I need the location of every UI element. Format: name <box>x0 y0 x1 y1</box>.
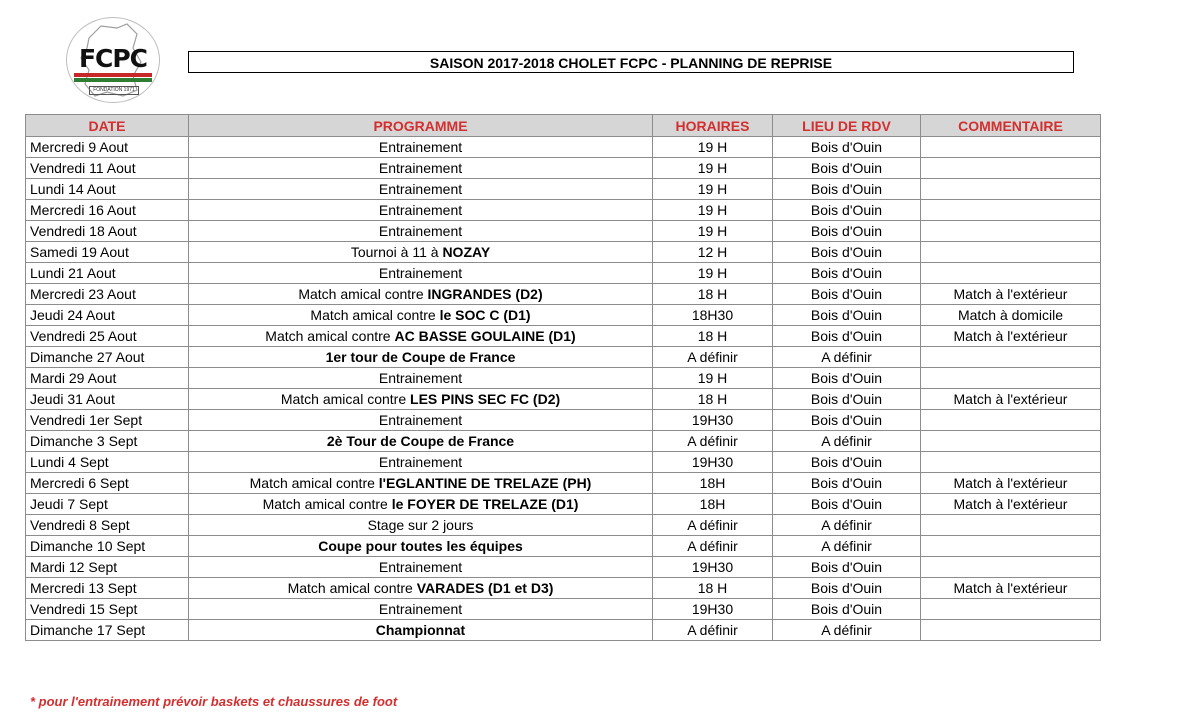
footnote: * pour l'entrainement prévoir baskets et chaussures de foot <box>30 694 398 709</box>
cell-date: Dimanche 27 Aout <box>26 347 189 368</box>
table-row <box>26 263 1101 284</box>
cell-horaire: 19 H <box>653 179 773 200</box>
programme-text: Entrainement <box>378 160 463 176</box>
cell-programme <box>189 452 653 473</box>
header-commentaire: COMMENTAIRE <box>921 115 1101 137</box>
cell-horaire: 18H <box>653 494 773 515</box>
cell-horaire: A définir <box>653 536 773 557</box>
cell-commentaire: Match à domicile <box>921 305 1101 326</box>
cell-date: Dimanche 3 Sept <box>26 431 189 452</box>
table-row <box>26 347 1101 368</box>
cell-horaire: 19H30 <box>653 599 773 620</box>
cell-lieu: Bois d'Ouin <box>773 557 921 578</box>
cell-lieu: Bois d'Ouin <box>773 263 921 284</box>
cell-lieu: Bois d'Ouin <box>773 494 921 515</box>
cell-commentaire: Match à l'extérieur <box>921 284 1101 305</box>
cell-lieu: Bois d'Ouin <box>773 389 921 410</box>
cell-date: Lundi 14 Aout <box>26 179 189 200</box>
cell-commentaire: Match à l'extérieur <box>921 326 1101 347</box>
cell-programme <box>189 242 653 263</box>
cell-lieu: Bois d'Ouin <box>773 137 921 158</box>
cell-horaire: 19H30 <box>653 410 773 431</box>
cell-programme <box>189 620 653 641</box>
programme-text: Entrainement <box>378 412 463 428</box>
table-row <box>26 305 1101 326</box>
cell-lieu: Bois d'Ouin <box>773 200 921 221</box>
cell-date: Vendredi 8 Sept <box>26 515 189 536</box>
programme-text: Entrainement <box>378 454 463 470</box>
cell-commentaire: Match à l'extérieur <box>921 494 1101 515</box>
cell-lieu: Bois d'Ouin <box>773 368 921 389</box>
cell-lieu: Bois d'Ouin <box>773 452 921 473</box>
programme-text: Match amical contre <box>298 286 428 302</box>
table-row <box>26 389 1101 410</box>
cell-date: Lundi 21 Aout <box>26 263 189 284</box>
programme-bold-text: l'EGLANTINE DE TRELAZE (PH) <box>378 475 592 491</box>
cell-programme <box>189 431 653 452</box>
programme-bold-text: le SOC C (D1) <box>439 307 531 323</box>
cell-commentaire: Match à l'extérieur <box>921 578 1101 599</box>
cell-commentaire <box>921 263 1101 284</box>
cell-date: Mercredi 6 Sept <box>26 473 189 494</box>
cell-programme <box>189 557 653 578</box>
programme-bold-text: Coupe pour toutes les équipes <box>318 538 523 554</box>
table-row <box>26 137 1101 158</box>
programme-text: Entrainement <box>378 223 463 239</box>
table-row <box>26 578 1101 599</box>
table-row <box>26 620 1101 641</box>
cell-programme <box>189 284 653 305</box>
programme-bold-text: AC BASSE GOULAINE (D1) <box>394 328 576 344</box>
table-row <box>26 368 1101 389</box>
cell-commentaire <box>921 368 1101 389</box>
table-row <box>26 179 1101 200</box>
programme-text: Entrainement <box>378 202 463 218</box>
cell-lieu: Bois d'Ouin <box>773 473 921 494</box>
programme-bold-text: INGRANDES (D2) <box>427 286 543 302</box>
programme-text: Entrainement <box>378 370 463 386</box>
cell-horaire: 19H30 <box>653 452 773 473</box>
cell-programme <box>189 305 653 326</box>
cell-date: Mercredi 23 Aout <box>26 284 189 305</box>
programme-text: Match amical contre <box>310 307 440 323</box>
programme-text: Match amical contre <box>287 580 417 596</box>
table-row <box>26 452 1101 473</box>
programme-text: Tournoi à 11 à <box>350 244 443 260</box>
cell-lieu: A définir <box>773 431 921 452</box>
cell-commentaire <box>921 515 1101 536</box>
cell-horaire: 19 H <box>653 158 773 179</box>
cell-date: Dimanche 17 Sept <box>26 620 189 641</box>
programme-text: Entrainement <box>378 559 463 575</box>
programme-text: Match amical contre <box>280 391 411 407</box>
programme-bold-text: Championnat <box>375 622 466 638</box>
cell-programme <box>189 578 653 599</box>
cell-commentaire <box>921 620 1101 641</box>
cell-commentaire <box>921 179 1101 200</box>
cell-horaire: A définir <box>653 620 773 641</box>
cell-programme <box>189 494 653 515</box>
programme-text: Stage sur 2 jours <box>367 517 474 533</box>
cell-lieu: Bois d'Ouin <box>773 179 921 200</box>
cell-lieu: Bois d'Ouin <box>773 158 921 179</box>
cell-programme <box>189 347 653 368</box>
programme-text: Entrainement <box>378 181 463 197</box>
cell-date: Lundi 4 Sept <box>26 452 189 473</box>
cell-lieu: A définir <box>773 347 921 368</box>
cell-commentaire <box>921 137 1101 158</box>
cell-commentaire <box>921 158 1101 179</box>
cell-horaire: 18 H <box>653 284 773 305</box>
cell-lieu: Bois d'Ouin <box>773 284 921 305</box>
cell-date: Mercredi 13 Sept <box>26 578 189 599</box>
cell-commentaire <box>921 452 1101 473</box>
table-row <box>26 221 1101 242</box>
cell-commentaire <box>921 221 1101 242</box>
cell-horaire: 18 H <box>653 578 773 599</box>
cell-date: Vendredi 1er Sept <box>26 410 189 431</box>
cell-date: Vendredi 18 Aout <box>26 221 189 242</box>
logo-subtitle: FONDATION 1971 <box>89 86 139 95</box>
table-row <box>26 599 1101 620</box>
cell-lieu: Bois d'Ouin <box>773 221 921 242</box>
cell-commentaire: Match à l'extérieur <box>921 389 1101 410</box>
logo-green-stripe <box>74 78 152 82</box>
cell-horaire: 18 H <box>653 389 773 410</box>
cell-horaire: 19H30 <box>653 557 773 578</box>
cell-programme <box>189 536 653 557</box>
cell-horaire: 19 H <box>653 221 773 242</box>
cell-lieu: Bois d'Ouin <box>773 242 921 263</box>
cell-horaire: 12 H <box>653 242 773 263</box>
programme-bold-text: 1er tour de Coupe de France <box>325 349 516 365</box>
cell-date: Dimanche 10 Sept <box>26 536 189 557</box>
cell-commentaire <box>921 242 1101 263</box>
table-row <box>26 515 1101 536</box>
cell-date: Vendredi 15 Sept <box>26 599 189 620</box>
cell-programme <box>189 200 653 221</box>
cell-horaire: 19 H <box>653 200 773 221</box>
table-header-row <box>26 115 1101 137</box>
table-row <box>26 158 1101 179</box>
cell-programme <box>189 368 653 389</box>
cell-date: Mercredi 16 Aout <box>26 200 189 221</box>
programme-bold-text: NOZAY <box>442 244 491 260</box>
cell-date: Jeudi 31 Aout <box>26 389 189 410</box>
cell-date: Jeudi 7 Sept <box>26 494 189 515</box>
table-row <box>26 431 1101 452</box>
cell-horaire: 19 H <box>653 368 773 389</box>
cell-date: Vendredi 11 Aout <box>26 158 189 179</box>
planning-table <box>25 114 1101 641</box>
cell-commentaire <box>921 347 1101 368</box>
cell-programme <box>189 263 653 284</box>
programme-text: Entrainement <box>378 139 463 155</box>
cell-lieu: Bois d'Ouin <box>773 326 921 347</box>
programme-text: Match amical contre <box>249 475 379 491</box>
header-lieu: LIEU DE RDV <box>773 115 921 137</box>
cell-date: Jeudi 24 Aout <box>26 305 189 326</box>
logo-red-stripe <box>74 73 152 77</box>
cell-commentaire <box>921 599 1101 620</box>
cell-commentaire <box>921 431 1101 452</box>
cell-date: Mardi 12 Sept <box>26 557 189 578</box>
cell-horaire: A définir <box>653 515 773 536</box>
table-row <box>26 557 1101 578</box>
cell-horaire: 18H30 <box>653 305 773 326</box>
cell-horaire: 19 H <box>653 137 773 158</box>
cell-date: Vendredi 25 Aout <box>26 326 189 347</box>
cell-lieu: Bois d'Ouin <box>773 410 921 431</box>
table-row <box>26 536 1101 557</box>
cell-programme <box>189 389 653 410</box>
cell-programme <box>189 158 653 179</box>
cell-horaire: A définir <box>653 431 773 452</box>
cell-programme <box>189 599 653 620</box>
cell-lieu: A définir <box>773 515 921 536</box>
cell-programme <box>189 221 653 242</box>
cell-lieu: Bois d'Ouin <box>773 578 921 599</box>
table-row <box>26 200 1101 221</box>
cell-lieu: A définir <box>773 620 921 641</box>
cell-commentaire <box>921 410 1101 431</box>
cell-horaire: 18 H <box>653 326 773 347</box>
cell-programme <box>189 473 653 494</box>
cell-programme <box>189 137 653 158</box>
cell-date: Mercredi 9 Aout <box>26 137 189 158</box>
programme-bold-text: le FOYER DE TRELAZE (D1) <box>391 496 579 512</box>
cell-programme <box>189 515 653 536</box>
programme-bold-text: LES PINS SEC FC (D2) <box>410 391 561 407</box>
table-row <box>26 284 1101 305</box>
header-date: DATE <box>26 115 189 137</box>
cell-commentaire: Match à l'extérieur <box>921 473 1101 494</box>
table-row <box>26 494 1101 515</box>
cell-horaire: A définir <box>653 347 773 368</box>
programme-bold-text: VARADES (D1 et D3) <box>416 580 554 596</box>
programme-text: Entrainement <box>378 265 463 281</box>
cell-date: Samedi 19 Aout <box>26 242 189 263</box>
programme-text: Match amical contre <box>262 496 392 512</box>
cell-programme <box>189 326 653 347</box>
cell-lieu: Bois d'Ouin <box>773 305 921 326</box>
cell-programme <box>189 179 653 200</box>
programme-text: Entrainement <box>378 601 463 617</box>
cell-date: Mardi 29 Aout <box>26 368 189 389</box>
programme-text: Match amical contre <box>265 328 395 344</box>
table-row <box>26 326 1101 347</box>
table-row <box>26 473 1101 494</box>
page-title: SAISON 2017-2018 CHOLET FCPC - PLANNING DE REPRISE <box>188 51 1074 73</box>
club-logo <box>66 17 160 103</box>
cell-horaire: 19 H <box>653 263 773 284</box>
cell-commentaire <box>921 200 1101 221</box>
table-row <box>26 410 1101 431</box>
cell-commentaire <box>921 536 1101 557</box>
programme-bold-text: 2è Tour de Coupe de France <box>326 433 515 449</box>
cell-commentaire <box>921 557 1101 578</box>
cell-horaire: 18H <box>653 473 773 494</box>
table-row <box>26 242 1101 263</box>
header-programme: PROGRAMME <box>189 115 653 137</box>
cell-lieu: A définir <box>773 536 921 557</box>
logo-text: FCPC <box>78 44 148 73</box>
cell-programme <box>189 410 653 431</box>
cell-lieu: Bois d'Ouin <box>773 599 921 620</box>
header-horaires: HORAIRES <box>653 115 773 137</box>
